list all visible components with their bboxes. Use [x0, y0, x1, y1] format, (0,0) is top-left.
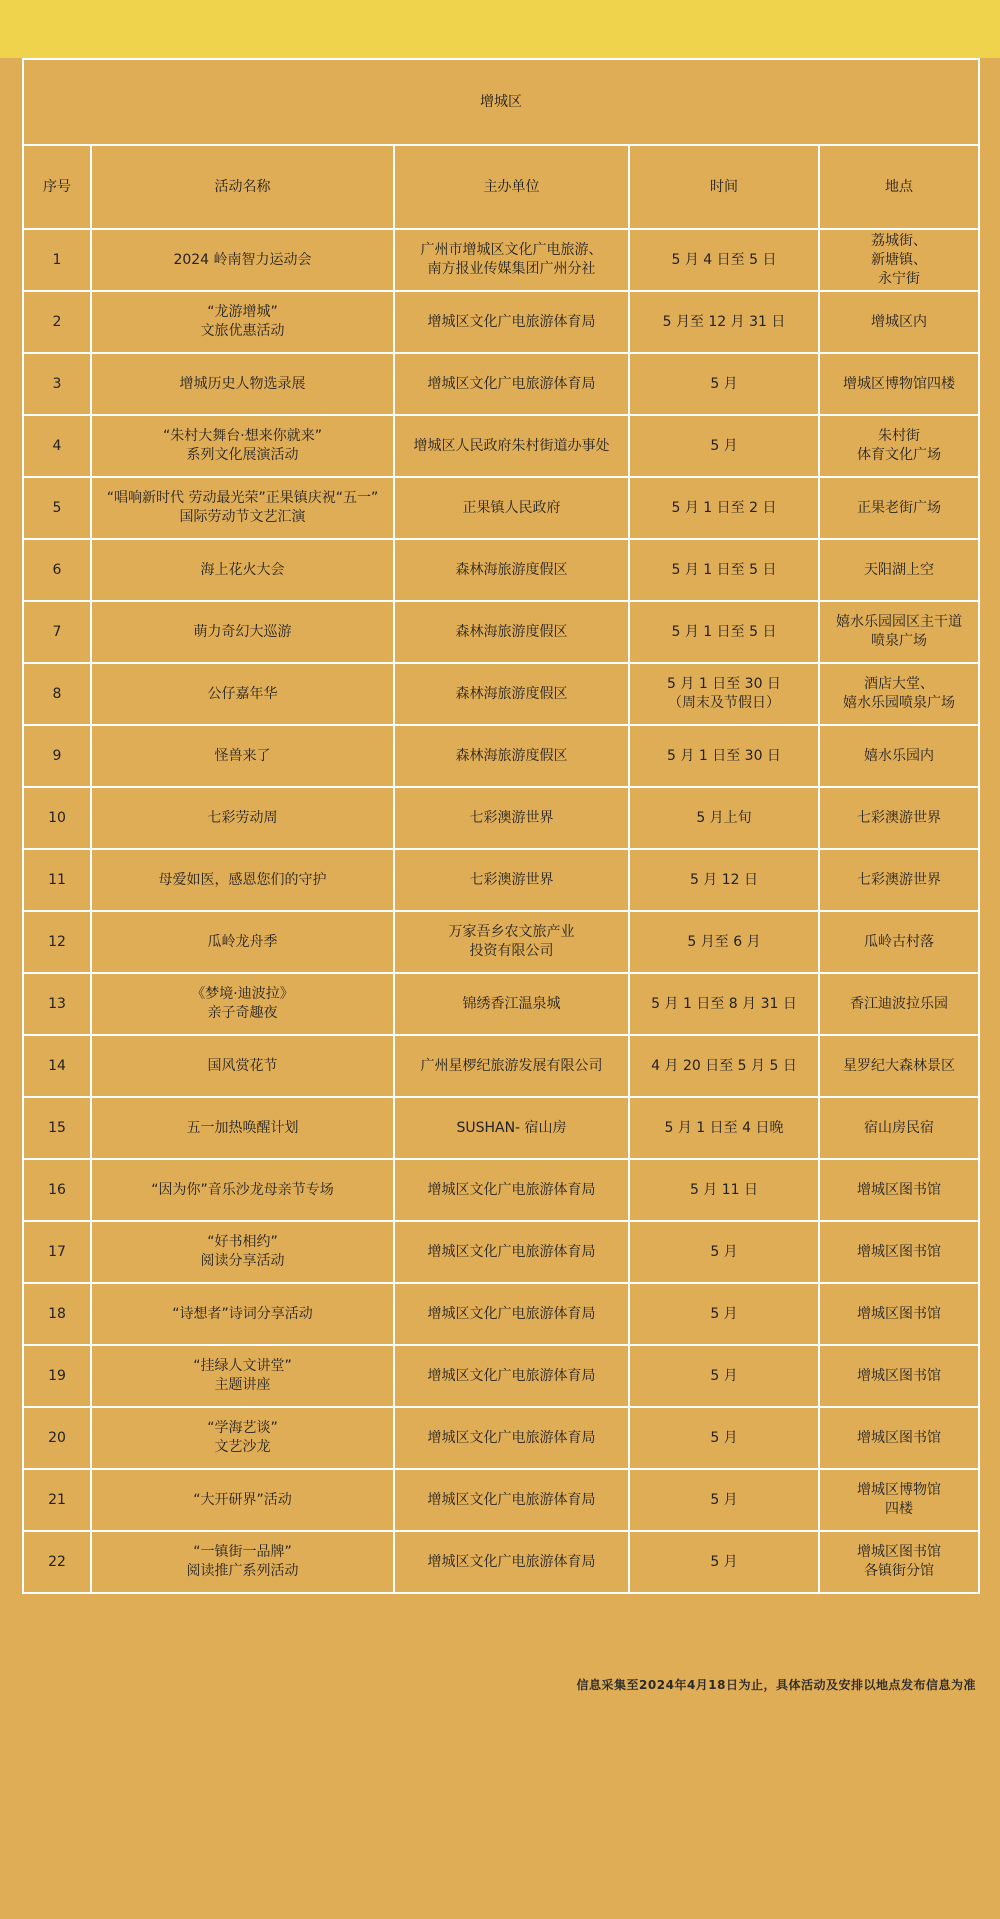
cell-organizer-line: 锦绣香江温泉城 [462, 995, 561, 1012]
cell-activity-name [91, 1035, 394, 1097]
cell-organizer [394, 1159, 629, 1221]
cell-location [819, 725, 979, 787]
cell-time-line: 5 月 4 日至 5 日 [671, 251, 777, 268]
table-row [23, 291, 979, 353]
cell-organizer [394, 291, 629, 353]
cell-activity-name-line: “大开研界”活动 [193, 1491, 292, 1508]
top-color-band [0, 0, 1000, 58]
table-row [23, 787, 979, 849]
cell-no: 1 [23, 229, 91, 291]
cell-organizer-line: 增城区文化广电旅游体育局 [427, 1305, 596, 1322]
header-organizer: 主办单位 [394, 145, 629, 229]
cell-activity-name-line: “唱响新时代 劳动最光荣”正果镇庆祝“五一” [106, 490, 379, 506]
cell-organizer [394, 1407, 629, 1469]
cell-organizer-line: 七彩澳游世界 [469, 871, 554, 888]
cell-location-line: 增城区内 [871, 313, 928, 330]
cell-organizer [394, 1469, 629, 1531]
cell-no: 18 [23, 1283, 91, 1345]
cell-location [819, 1035, 979, 1097]
cell-activity-name-line: 瓜岭龙舟季 [207, 933, 278, 950]
cell-time-line: 5 月 11 日 [689, 1181, 759, 1198]
cell-organizer [394, 787, 629, 849]
table-row [23, 539, 979, 601]
cell-activity-name [91, 725, 394, 787]
cell-location-line: 正果老街广场 [857, 499, 942, 516]
cell-organizer [394, 1221, 629, 1283]
cell-no: 19 [23, 1345, 91, 1407]
cell-activity-name-line: 阅读分享活动 [200, 1253, 285, 1269]
cell-no: 22 [23, 1531, 91, 1593]
cell-no: 13 [23, 973, 91, 1035]
cell-time [629, 849, 819, 911]
cell-time-line: 5 月 1 日至 30 日 [667, 676, 781, 692]
cell-no: 14 [23, 1035, 91, 1097]
cell-time-line: 5 月 1 日至 2 日 [671, 499, 777, 516]
cell-time-line: 5 月 [710, 1243, 738, 1260]
cell-no: 6 [23, 539, 91, 601]
cell-organizer [394, 1283, 629, 1345]
cell-time [629, 415, 819, 477]
cell-time [629, 229, 819, 291]
cell-activity-name-line: “朱村大舞台·想来你就来” [163, 428, 322, 444]
cell-time [629, 1097, 819, 1159]
cell-location-line: 增城区博物馆四楼 [843, 375, 956, 392]
cell-activity-name-line: 系列文化展演活动 [186, 447, 299, 463]
cell-location-line: 增城区图书馆 [857, 1181, 942, 1198]
cell-activity-name [91, 787, 394, 849]
cell-activity-name [91, 1283, 394, 1345]
cell-activity-name-line: “因为你”音乐沙龙母亲节专场 [151, 1181, 334, 1198]
cell-time [629, 1469, 819, 1531]
table-row [23, 477, 979, 539]
cell-location [819, 477, 979, 539]
cell-location-line: 各镇街分馆 [864, 1563, 935, 1579]
cell-time [629, 1035, 819, 1097]
cell-time-line: （周末及节假日） [668, 695, 780, 711]
cell-location [819, 1345, 979, 1407]
cell-location [819, 1283, 979, 1345]
cell-time-line: 5 月 1 日至 5 日 [671, 623, 777, 640]
cell-location-line: 荔城街、 [871, 232, 928, 249]
cell-activity-name-line: 国风赏花节 [207, 1057, 278, 1074]
cell-activity-name-line: “好书相约” [207, 1234, 278, 1250]
cell-activity-name [91, 911, 394, 973]
table-title-row [23, 59, 979, 145]
cell-activity-name [91, 353, 394, 415]
cell-location-line: 增城区图书馆 [857, 1243, 942, 1260]
cell-activity-name-line: “学海艺谈” [207, 1420, 278, 1436]
header-time: 时间 [629, 145, 819, 229]
cell-location [819, 1221, 979, 1283]
cell-organizer [394, 973, 629, 1035]
cell-organizer-line: 正果镇人民政府 [462, 499, 561, 516]
cell-organizer-line: 广州星椤纪旅游发展有限公司 [420, 1057, 603, 1074]
cell-time [629, 973, 819, 1035]
cell-organizer [394, 1097, 629, 1159]
table-row [23, 601, 979, 663]
cell-activity-name [91, 1159, 394, 1221]
cell-time [629, 787, 819, 849]
cell-time-line: 5 月 [710, 1491, 738, 1508]
cell-activity-name-line: 国际劳动节文艺汇演 [179, 509, 306, 525]
cell-organizer-line: 投资有限公司 [469, 943, 554, 959]
cell-location [819, 1097, 979, 1159]
cell-organizer-line: 森林海旅游度假区 [455, 623, 568, 640]
cell-activity-name-line: 怪兽来了 [214, 747, 271, 764]
cell-organizer-line: 森林海旅游度假区 [455, 747, 568, 764]
cell-activity-name [91, 849, 394, 911]
cell-activity-name [91, 291, 394, 353]
cell-time-line: 5 月 1 日至 30 日 [667, 747, 781, 764]
cell-organizer [394, 1345, 629, 1407]
cell-no: 7 [23, 601, 91, 663]
cell-organizer-line: 广州市增城区文化广电旅游、 [420, 242, 603, 258]
cell-activity-name-line: 母爱如医，感恩您们的守护 [158, 871, 327, 888]
cell-activity-name-line: 《梦境·迪波拉》 [191, 986, 294, 1002]
cell-activity-name [91, 229, 394, 291]
table-row [23, 849, 979, 911]
cell-location [819, 1407, 979, 1469]
cell-activity-name-line: 阅读推广系列活动 [186, 1563, 299, 1579]
cell-time-line: 5 月至 12 月 31 日 [662, 313, 786, 330]
cell-no: 4 [23, 415, 91, 477]
cell-location [819, 415, 979, 477]
cell-location-line: 体育文化广场 [857, 447, 942, 463]
table-title: 增城区 [23, 59, 979, 145]
table-row [23, 725, 979, 787]
cell-time [629, 601, 819, 663]
cell-organizer [394, 415, 629, 477]
cell-location-line: 宿山房民宿 [864, 1119, 935, 1136]
cell-activity-name-line: “龙游增城” [207, 304, 278, 320]
cell-time-line: 5 月至 6 月 [687, 933, 761, 950]
table-row [23, 415, 979, 477]
cell-no: 15 [23, 1097, 91, 1159]
cell-activity-name [91, 477, 394, 539]
cell-organizer-line: SUSHAN- 宿山房 [456, 1119, 567, 1136]
cell-location-line: 增城区图书馆 [857, 1367, 942, 1384]
cell-time-line: 5 月上旬 [696, 809, 752, 826]
cell-time [629, 1283, 819, 1345]
cell-organizer-line: 增城区文化广电旅游体育局 [427, 1181, 596, 1198]
cell-location-line: 天阳湖上空 [864, 561, 935, 578]
cell-activity-name-line: 增城历史人物选录展 [179, 375, 306, 392]
cell-activity-name [91, 539, 394, 601]
cell-location [819, 229, 979, 291]
cell-location-line: 永宁街 [878, 270, 921, 287]
cell-activity-name [91, 1221, 394, 1283]
cell-no: 16 [23, 1159, 91, 1221]
cell-location [819, 849, 979, 911]
header-activity-name: 活动名称 [91, 145, 394, 229]
cell-location-line: 增城区图书馆 [857, 1544, 942, 1560]
cell-location [819, 291, 979, 353]
cell-activity-name [91, 663, 394, 725]
cell-time-line: 5 月 [710, 1367, 738, 1384]
table-row [23, 1221, 979, 1283]
table-row [23, 973, 979, 1035]
table-row [23, 1345, 979, 1407]
cell-time [629, 1221, 819, 1283]
cell-time-line: 4 月 20 日至 5 月 5 日 [651, 1057, 797, 1074]
cell-location [819, 539, 979, 601]
page-frame [0, 58, 1000, 1919]
cell-location [819, 911, 979, 973]
cell-location-line: 星罗纪大森林景区 [843, 1057, 956, 1074]
cell-activity-name-line: 七彩劳动周 [207, 809, 278, 826]
cell-location [819, 353, 979, 415]
cell-organizer [394, 601, 629, 663]
cell-organizer-line: 增城区文化广电旅游体育局 [427, 313, 596, 330]
cell-time [629, 539, 819, 601]
cell-location-line: 七彩澳游世界 [857, 809, 942, 826]
cell-location [819, 1469, 979, 1531]
cell-activity-name-line: 五一加热唤醒计划 [186, 1119, 299, 1136]
cell-activity-name-line: 海上花火大会 [200, 561, 285, 578]
cell-time-line: 5 月 1 日至 4 日晚 [664, 1119, 784, 1136]
cell-activity-name-line: “一镇街一品牌” [193, 1544, 292, 1560]
table-row [23, 911, 979, 973]
cell-activity-name-line: “挂绿人文讲堂” [193, 1358, 292, 1374]
cell-activity-name-line: 亲子奇趣夜 [207, 1005, 278, 1021]
cell-time-line: 5 月 12 日 [689, 871, 759, 888]
cell-location-line: 嬉水乐园喷泉广场 [843, 695, 956, 711]
cell-organizer [394, 849, 629, 911]
events-table [22, 58, 980, 1594]
header-location: 地点 [819, 145, 979, 229]
cell-organizer [394, 539, 629, 601]
cell-no: 8 [23, 663, 91, 725]
cell-organizer [394, 663, 629, 725]
cell-location-line: 新塘镇、 [871, 251, 928, 268]
cell-location [819, 663, 979, 725]
cell-time-line: 5 月 1 日至 8 月 31 日 [651, 995, 797, 1012]
table-row [23, 353, 979, 415]
cell-location [819, 1531, 979, 1593]
table-row [23, 1159, 979, 1221]
cell-time-line: 5 月 1 日至 5 日 [671, 561, 777, 578]
cell-location-line: 四楼 [885, 1501, 914, 1517]
cell-organizer [394, 353, 629, 415]
cell-time [629, 353, 819, 415]
cell-location [819, 601, 979, 663]
cell-organizer-line: 增城区人民政府朱村街道办事处 [413, 437, 610, 454]
cell-activity-name [91, 1531, 394, 1593]
table-row [23, 1283, 979, 1345]
cell-time [629, 1531, 819, 1593]
cell-time [629, 477, 819, 539]
cell-location-line: 瓜岭古村落 [864, 933, 935, 950]
table-row [23, 1097, 979, 1159]
cell-location [819, 973, 979, 1035]
cell-time [629, 911, 819, 973]
cell-time [629, 1345, 819, 1407]
cell-organizer-line: 七彩澳游世界 [469, 809, 554, 826]
cell-activity-name-line: 公仔嘉年华 [207, 685, 278, 702]
table-body [23, 229, 979, 1593]
cell-organizer [394, 725, 629, 787]
cell-location-line: 七彩澳游世界 [857, 871, 942, 888]
cell-organizer-line: 增城区文化广电旅游体育局 [427, 375, 596, 392]
cell-time-line: 5 月 [710, 1553, 738, 1570]
cell-organizer-line: 森林海旅游度假区 [455, 685, 568, 702]
table-row [23, 1469, 979, 1531]
cell-activity-name [91, 415, 394, 477]
cell-activity-name-line: “诗想者”诗词分享活动 [172, 1305, 313, 1322]
cell-no: 9 [23, 725, 91, 787]
table-row [23, 663, 979, 725]
cell-activity-name [91, 973, 394, 1035]
cell-organizer-line: 南方报业传媒集团广州分社 [427, 261, 596, 277]
cell-time-line: 5 月 [710, 375, 738, 392]
cell-organizer [394, 229, 629, 291]
cell-no: 12 [23, 911, 91, 973]
cell-location-line: 喷泉广场 [871, 633, 928, 649]
cell-location-line: 酒店大堂、 [864, 676, 935, 692]
header-no: 序号 [23, 145, 91, 229]
cell-organizer [394, 911, 629, 973]
cell-no: 10 [23, 787, 91, 849]
table-row [23, 229, 979, 291]
cell-organizer-line: 增城区文化广电旅游体育局 [427, 1491, 596, 1508]
cell-activity-name-line: 主题讲座 [214, 1377, 271, 1393]
cell-activity-name [91, 601, 394, 663]
cell-organizer [394, 1531, 629, 1593]
cell-time [629, 725, 819, 787]
cell-no: 17 [23, 1221, 91, 1283]
cell-location-line: 增城区博物馆 [857, 1482, 942, 1498]
table-row [23, 1035, 979, 1097]
cell-activity-name [91, 1345, 394, 1407]
cell-organizer-line: 增城区文化广电旅游体育局 [427, 1553, 596, 1570]
cell-organizer [394, 1035, 629, 1097]
cell-time-line: 5 月 [710, 1305, 738, 1322]
cell-organizer-line: 森林海旅游度假区 [455, 561, 568, 578]
cell-location-line: 嬉水乐园内 [864, 747, 935, 764]
cell-activity-name [91, 1469, 394, 1531]
cell-organizer-line: 增城区文化广电旅游体育局 [427, 1429, 596, 1446]
cell-location-line: 嬉水乐园园区主干道 [836, 614, 963, 630]
cell-location [819, 787, 979, 849]
cell-no: 5 [23, 477, 91, 539]
table-row [23, 1531, 979, 1593]
cell-no: 11 [23, 849, 91, 911]
cell-time [629, 663, 819, 725]
cell-location-line: 朱村街 [878, 428, 921, 444]
table-row [23, 1407, 979, 1469]
cell-activity-name [91, 1407, 394, 1469]
cell-no: 20 [23, 1407, 91, 1469]
cell-activity-name-line: 萌力奇幻大巡游 [193, 623, 292, 640]
cell-no: 3 [23, 353, 91, 415]
cell-time-line: 5 月 [710, 1429, 738, 1446]
cell-activity-name-line: 文旅优惠活动 [200, 323, 285, 339]
cell-organizer-line: 万家吾乡农文旅产业 [448, 924, 575, 940]
cell-time [629, 291, 819, 353]
cell-activity-name-line: 文艺沙龙 [214, 1439, 271, 1455]
table-header-row [23, 145, 979, 229]
cell-no: 2 [23, 291, 91, 353]
cell-activity-name-line: 2024 岭南智力运动会 [173, 251, 312, 268]
cell-organizer-line: 增城区文化广电旅游体育局 [427, 1367, 596, 1384]
footnote: 信息采集至2024年4月18日为止，具体活动及安排以地点发布信息为准 [576, 1678, 976, 1692]
cell-location [819, 1159, 979, 1221]
cell-organizer-line: 增城区文化广电旅游体育局 [427, 1243, 596, 1260]
cell-time [629, 1159, 819, 1221]
cell-location-line: 香江迪波拉乐园 [850, 995, 949, 1012]
cell-time-line: 5 月 [710, 437, 738, 454]
cell-activity-name [91, 1097, 394, 1159]
cell-time [629, 1407, 819, 1469]
cell-location-line: 增城区图书馆 [857, 1429, 942, 1446]
cell-organizer [394, 477, 629, 539]
cell-location-line: 增城区图书馆 [857, 1305, 942, 1322]
cell-no: 21 [23, 1469, 91, 1531]
